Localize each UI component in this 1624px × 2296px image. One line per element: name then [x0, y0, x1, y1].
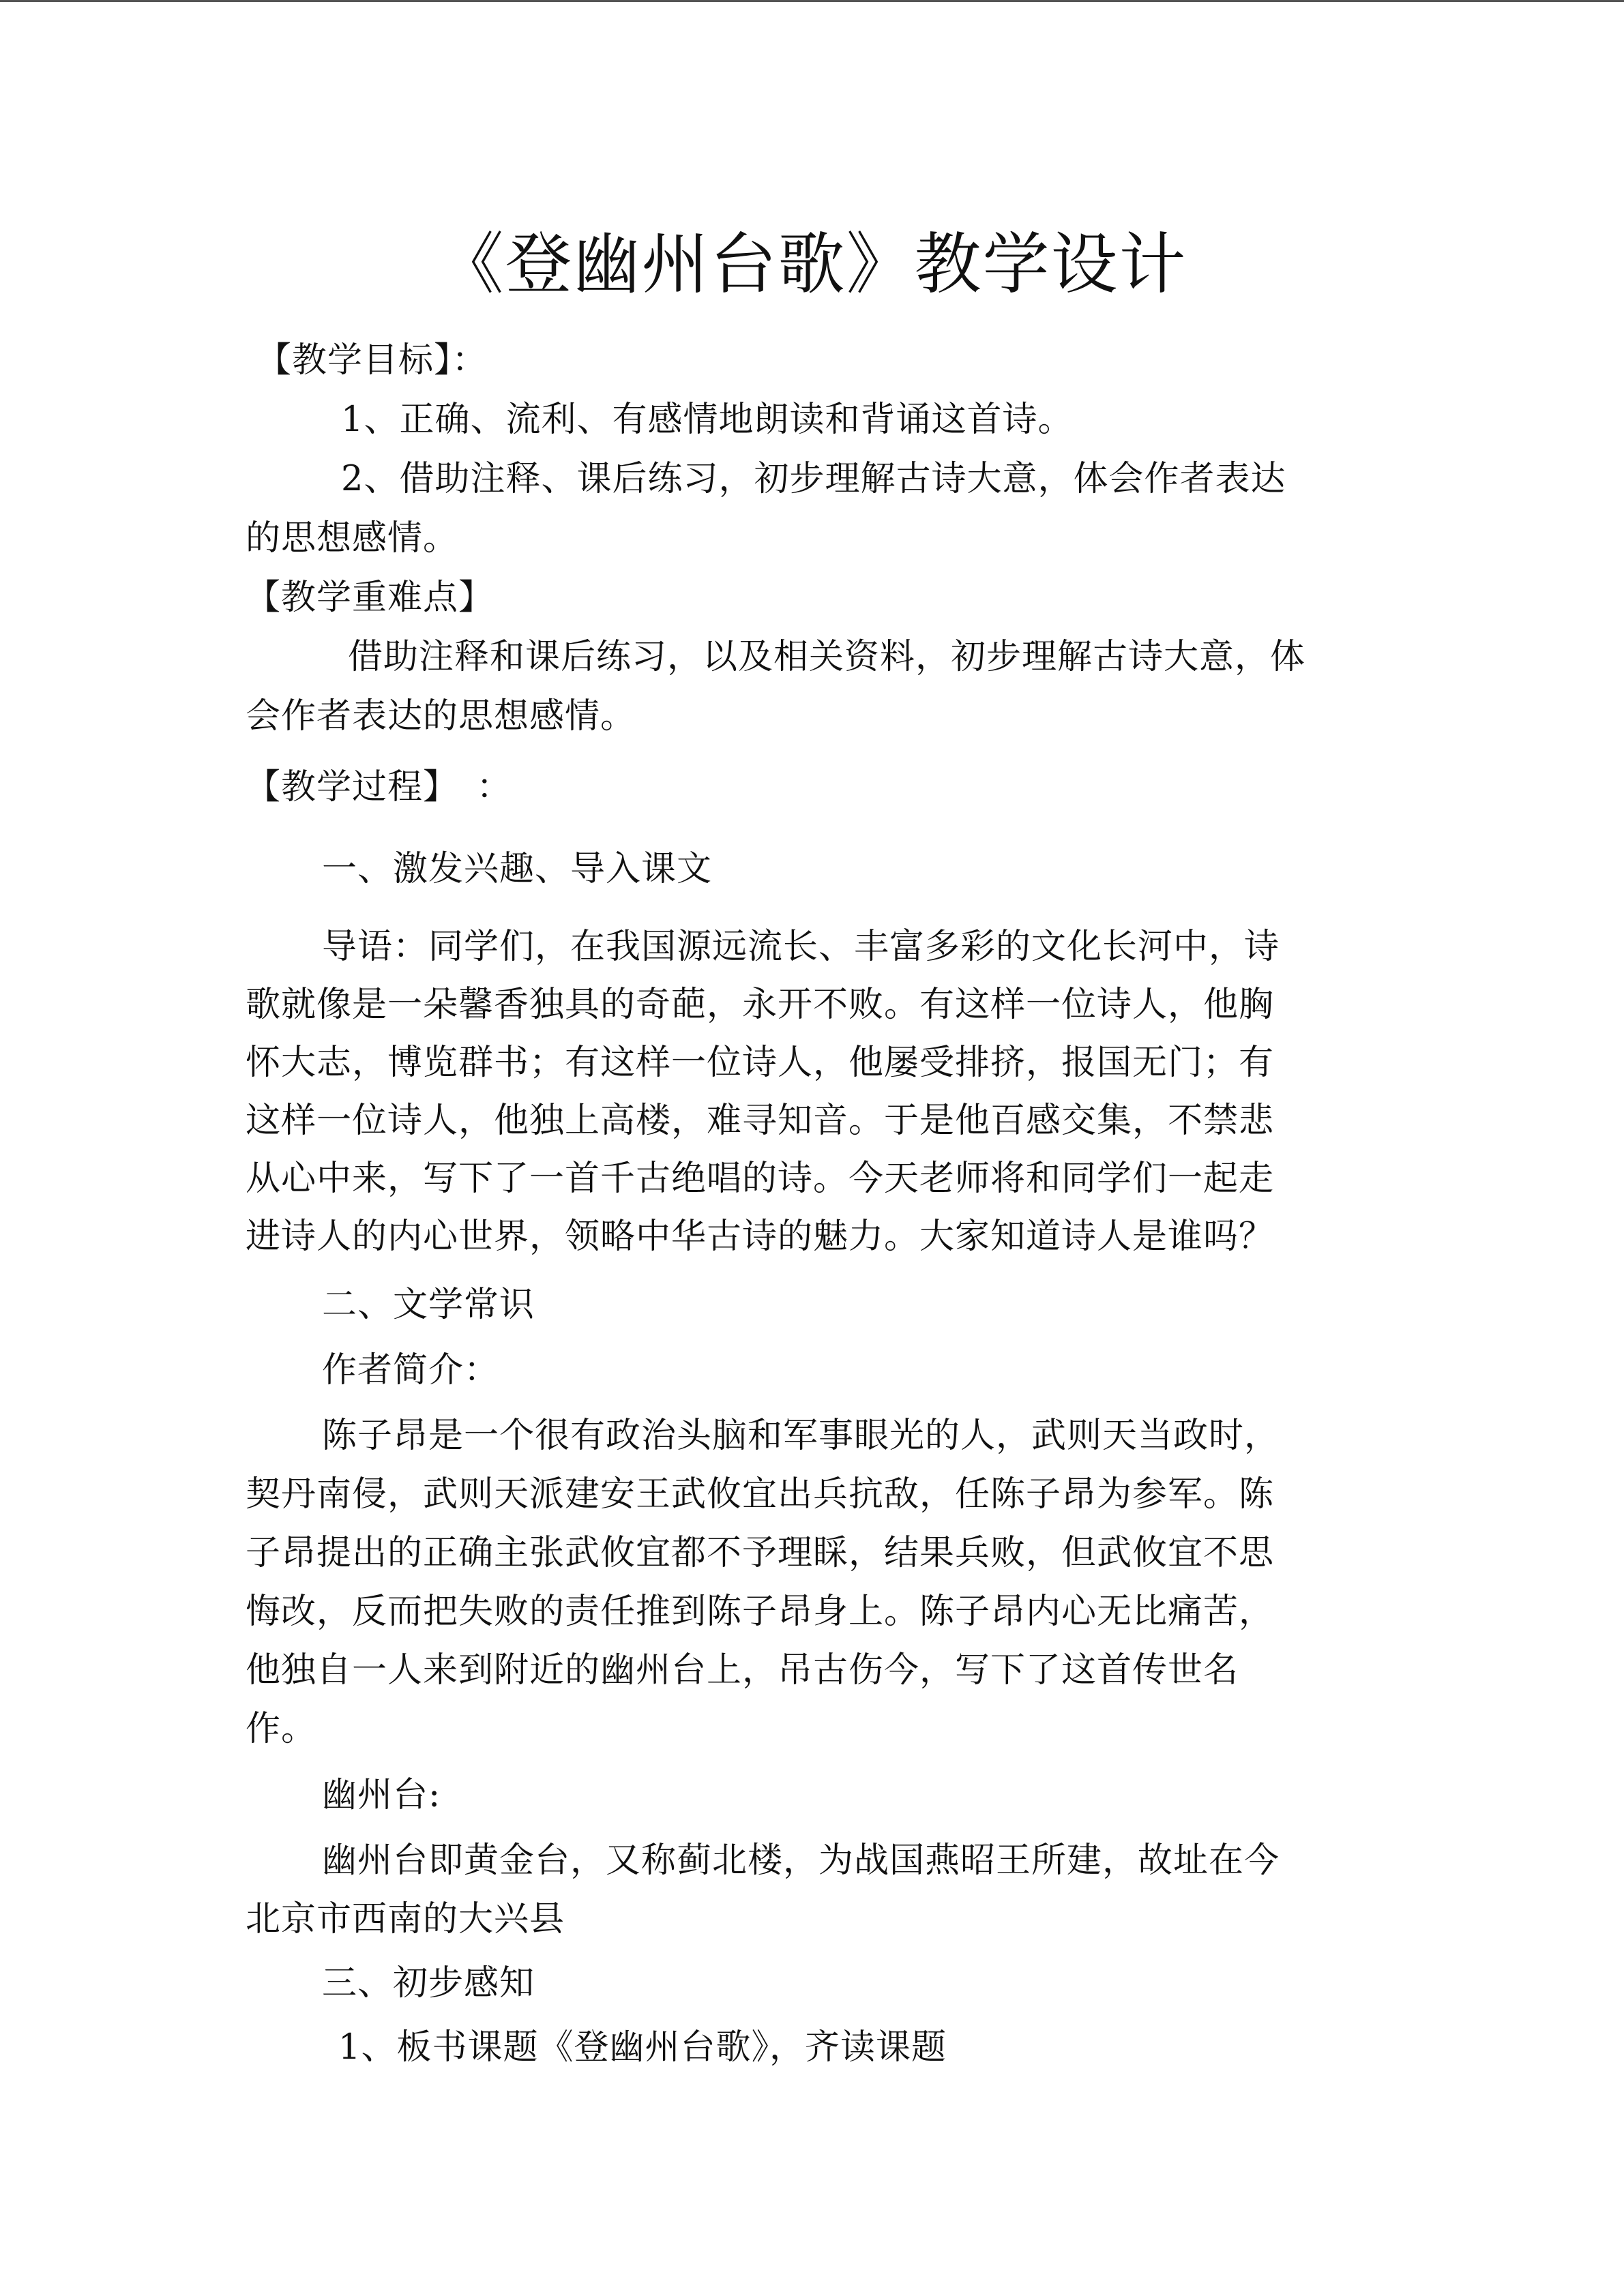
- key-points-text: 借助注释和课后练习，以及相关资料，初步理解古诗大意，体: [348, 637, 1306, 677]
- section-3-item-1: 1、板书课题《登幽州台歌》，齐读课题: [338, 2027, 947, 2068]
- intro-paragraph-line: 从心中来，写下了一首千古绝唱的诗。今天老师将和同学们一起走: [246, 1159, 1275, 1199]
- key-points-text-cont: 会作者表达的思想感情。: [246, 696, 636, 736]
- intro-paragraph-line: 这样一位诗人，他独上高楼，难寻知音。于是他百感交集，不禁悲: [246, 1101, 1275, 1141]
- author-paragraph-line: 作。: [246, 1709, 317, 1749]
- youzhou-tower-paragraph-line: 北京市西南的大兴县: [246, 1899, 565, 1939]
- intro-paragraph-line: 进诗人的内心世界，领略中华古诗的魅力。大家知道诗人是谁吗？: [246, 1217, 1275, 1257]
- author-paragraph-line: 子昂提出的正确主张武攸宜都不予理睬，结果兵败，但武攸宜不思: [246, 1533, 1275, 1573]
- youzhou-tower-label: 幽州台:: [322, 1775, 441, 1815]
- intro-paragraph-line: 歌就像是一朵馨香独具的奇葩，永开不败。有这样一位诗人，他胸: [246, 985, 1275, 1025]
- author-paragraph-line: 他独自一人来到附近的幽州台上，吊古伤今，写下了这首传世名: [246, 1650, 1239, 1690]
- author-paragraph-line: 陈子昂是一个很有政治头脑和军事眼光的人，武则天当政时，: [322, 1416, 1280, 1456]
- author-intro-label: 作者简介：: [322, 1350, 500, 1390]
- section-1-heading: 一、激发兴趣、导入课文: [322, 849, 713, 889]
- goal-item-2: 2、借助注释、课后练习，初步理解古诗大意，体会作者表达: [341, 459, 1286, 499]
- intro-paragraph-line: 怀大志，博览群书；有这样一位诗人，他屡受排挤，报国无门；有: [246, 1043, 1275, 1083]
- section-2-heading: 二、文学常识: [322, 1285, 535, 1325]
- goal-item-1: 1、正确、流利、有感情地朗读和背诵这首诗。: [341, 400, 1074, 440]
- document-title: 《登幽州台歌》教学设计: [437, 226, 1187, 303]
- section-3-heading: 三、初步感知: [322, 1963, 535, 2003]
- youzhou-tower-paragraph-line: 幽州台即黄金台，又称蓟北楼，为战国燕昭王所建，故址在今: [322, 1840, 1280, 1881]
- author-paragraph-line: 悔改，反而把失败的责任推到陈子昂身上。陈子昂内心无比痛苦，: [246, 1592, 1275, 1632]
- heading-teaching-process: 【教学过程】 ：: [246, 767, 512, 807]
- goal-item-2-cont: 的思想感情。: [246, 518, 459, 558]
- heading-teaching-goals: 【教学目标】：: [256, 340, 488, 381]
- author-paragraph-line: 契丹南侵，武则天派建安王武攸宜出兵抗敌，任陈子昂为参军。陈: [246, 1474, 1275, 1515]
- heading-key-points: 【教学重难点】: [246, 578, 494, 618]
- intro-paragraph-line: 导语：同学们，在我国源远流长、丰富多彩的文化长河中，诗: [322, 927, 1280, 967]
